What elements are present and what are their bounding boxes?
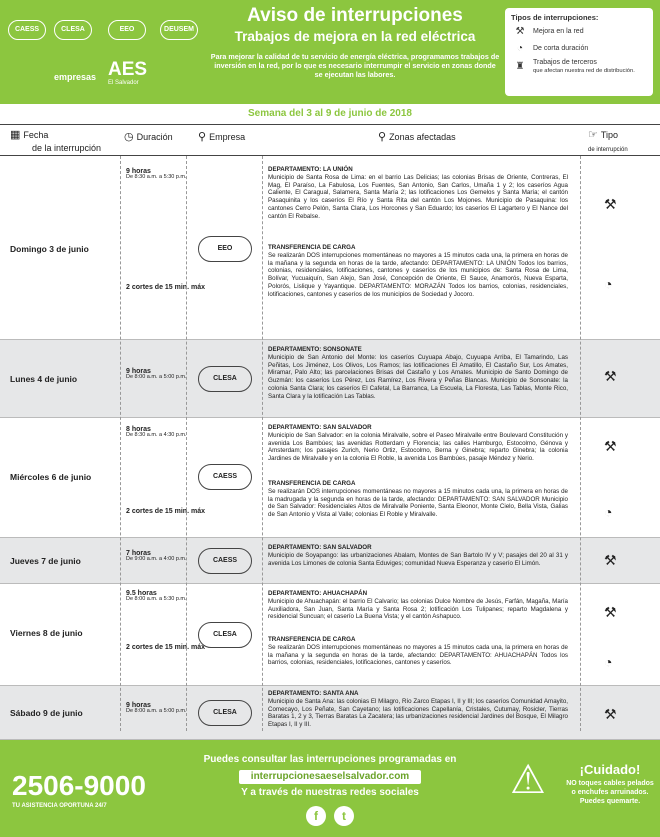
consult-box: Puedes consultar las interrupciones programadas en interrupcionesaeselsalvador.com Y a través de nuestras redes sociales f t xyxy=(200,754,460,826)
caution-box: ¡Cuidado! NO toques cables pelados o enchufes arruinados. Puedes quemarte. xyxy=(566,762,654,805)
deusem-logo: DEUSEM xyxy=(160,20,198,40)
calendar-icon: ▦ xyxy=(10,129,21,141)
empresas-label: empresas xyxy=(54,72,97,82)
footer xyxy=(0,740,660,837)
legend: Tipos de interrupciones: ⚒ Mejora en la red ◔ De corta duración ♜ Trabajos de terceros que afectan nuestra red de distribución. xyxy=(505,8,653,96)
company-logo: CLESA xyxy=(198,700,252,726)
tools-icon: ⚒ xyxy=(515,26,525,38)
page-title: Aviso de interrupciones xyxy=(247,5,463,26)
social-links xyxy=(200,806,460,826)
page-subtitle: Trabajos de mejora en la red eléctrica xyxy=(234,28,476,44)
description: Para mejorar la calidad de tu servicio de energía eléctrica, programamos trabajos de inversión en la red, por lo que es necesario interrumpir el servicio en zonas donde se ejecutan las labores. xyxy=(210,51,500,80)
phone-number: 2506-9000 TU ASISTENCIA OPORTUNA 24/7 xyxy=(12,770,146,809)
company-logo: CLESA xyxy=(198,622,252,648)
aes-logo: AES El Salvador xyxy=(108,59,148,86)
clock-icon: ◷ xyxy=(124,131,134,143)
table-row: Domingo 3 de junio 9 horas De 8:30 a.m. a 5:30 p.m. 2 cortes de 15 min. máx EEO DEPARTAMENTO: LA UNIÓN Municipio de Santa Rosa de Lima: en el barrio Las Delicias; las colonias Brisas de Oriente, Contreras, El Mag, El Paraíso, La Fabulosa, Los Fuentes, San Antonio, San Carlos, Umaña 1 y 2; los caseríos Agua Caliente, El Caragual, Salamera, Santa María 2; las lotificaciones Los Gemelos y Santa María; el cantón Pasaquinita y los caseríos El Río y Santa Rita del cantón Los Mojones. Municipio de Pasaquina: los cantones Cerro Pelón, Santa Clara, Los Horcones y San Eduardo; los caseríos El Lagartero y El Nance del cantón El Rebalse. TRANSFERENCIA DE CARGA Se realizarán DOS interrupciones momentáneas no mayores a 15 minutos cada una, la primera en horas de la mañana y la segunda en horas de la tarde, afectando: DEPARTAMENTO: LA UNIÓN Todos los barrios, colonias, residenciales, lotificaciones, cantones y caseríos de los municipios de: Santa Rosa de Lima, Bolívar, Yucuaiquín, San Alejo, San José, Concepción de Oriente, El Sauce, Anamorós, Nueva Esparta, Polorós, Lislique y Yayantique. DEPARTAMENTO: MORAZÁN Todos los barrios, colonias, residenciales, lotificaciones, cantones y caseríos de los municipios de Sociedad y Jocoro. ⚒ ◔ xyxy=(0,156,660,340)
divider xyxy=(120,156,121,731)
facebook-icon[interactable]: f xyxy=(306,806,326,826)
bulb-icon: ⚲ xyxy=(198,131,207,143)
table-row: Viernes 8 de junio 9.5 horas De 8:00 a.m. a 5:30 p.m. 2 cortes de 15 min. máx CLESA DEPARTAMENTO: AHUACHAPÁN Municipio de Ahuachapán: el barrio El Calvario; las colonias Dulce Nombre de Jesús, Farfán, Magaña, María Auxiliadora, San Juan, Santa María y Santa Rosa 2; lotificación Los Tulipanes; reparto Magdalena y residencial Suncuan; el caserío La Buena Vista; y el cantón Ashapuco. TRANSFERENCIA DE CARGA Se realizarán DOS interrupciones momentáneas no mayores a 15 minutos cada una, la primera en horas de la mañana y la segunda en horas de la tarde, afectando: DEPARTAMENTO: AHUACHAPÁN Todos los barrios, colonias, residenciales, lotificaciones, cantones y caseríos. ⚒ ◔ xyxy=(0,584,660,686)
col-duracion: ◷ Duración xyxy=(124,131,173,143)
column-header xyxy=(0,124,660,156)
warning-icon: ⚠ xyxy=(510,758,546,802)
table-row: Sábado 9 de junio 9 horas De 8:00 a.m. a 5:00 p.m. CLESA DEPARTAMENTO: SANTA ANA Municipio de Santa Ana: las colonias El Milagro, Río Zarco Etapas I, II y III; los caseríos Comunidad Amayito, Comecayo, Los Peñate, San Cayetano; las lotificaciones Capellanía, Cristales, Cutumay, Rosicler, Tierras Baratas 1, 2 y 3, Tierras Baratas La Zacatera; las urbanizaciones residencial Jardines del Bosque, El Milagro Etapas I, II y III. ⚒ xyxy=(0,686,660,740)
tower-icon: ♜ xyxy=(515,61,525,73)
twitter-icon[interactable]: t xyxy=(334,806,354,826)
clock-icon: ◔ xyxy=(604,504,613,520)
pin-icon: ⚲ xyxy=(378,131,387,143)
clock-icon: ◔ xyxy=(516,42,524,54)
eeo-logo: EEO xyxy=(108,20,146,40)
website-link[interactable]: interrupcionesaeselsalvador.com xyxy=(239,770,421,785)
legend-item: ◔ De corta duración xyxy=(511,43,647,56)
caess-logo: CAESS xyxy=(8,20,46,40)
legend-item: ⚒ Mejora en la red xyxy=(511,26,647,39)
company-logos xyxy=(8,20,208,60)
table-row: Jueves 7 de junio 7 horas De 9:00 a.m. a 4:00 p.m. CAESS DEPARTAMENTO: SAN SALVADOR Municipio de Soyapango: las urbanizaciones Abalam, Montes de San Bartolo IV y V; pasajes del 20 al 31 y avenida Los Limones de colonia Santa Eduviges; comunidad Nueva Esperanza y caserío El Limón. ⚒ xyxy=(0,538,660,584)
table-row: Lunes 4 de junio 9 horas De 8:00 a.m. a 5:00 p.m. CLESA DEPARTAMENTO: SONSONATE Municipio de San Antonio del Monte: los caseríos Cuyuapa Abajo, Cuyuapa Arriba, El Tamarindo, Las Peñitas, Los Jiménez, Los Olivos, Los Ramos; las lotificaciones El Amatillo, El Castaño Sur, Los Amates, Miramar, Palo Alto; las parcelaciones Brisas del Castaño y Los Amates. Municipio de Santo Domingo de Guzmán: los caseríos Los Pérez, Los Ramírez, Los Rivera y Peñas Blancas. Municipio de Sonsonate: la colonia Santa Clara; los caseríos El Cafetal, La Barranca, La Escuela, La Floresta, Las Tablas, Monte Rico, Santa Clara y la lotificación Las Tablas. ⚒ xyxy=(0,340,660,418)
col-tipo: ☞ Tipo de interrupción xyxy=(588,129,628,153)
tools-icon: ⚒ xyxy=(604,196,617,212)
tools-icon: ⚒ xyxy=(604,438,617,454)
company-logo: CAESS xyxy=(198,548,252,574)
tools-icon: ⚒ xyxy=(604,552,617,568)
tools-icon: ⚒ xyxy=(604,368,617,384)
week-label: Semana del 3 al 9 de junio de 2018 xyxy=(248,108,412,119)
col-fecha: ▦ Fecha de la interrupción xyxy=(10,129,102,153)
clock-icon: ◔ xyxy=(604,276,613,292)
title-box xyxy=(210,6,500,80)
divider xyxy=(580,156,581,731)
tools-icon: ⚒ xyxy=(604,706,617,722)
legend-item: ♜ Trabajos de terceros que afectan nuestra red de distribución. xyxy=(511,59,647,75)
divider xyxy=(186,156,187,731)
clesa-logo: CLESA xyxy=(54,20,92,40)
col-empresa: ⚲ Empresa xyxy=(198,131,246,143)
table-row: Miércoles 6 de junio 8 horas De 8:30 a.m. a 4:30 p.m. 2 cortes de 15 min. máx CAESS DEPARTAMENTO: SAN SALVADOR Municipio de San Salvador: en la colonia Miralvalle, sobre el Paseo Miralvalle entre Boulevard Constitución y avenida Los Bambúes; las avenidas Rotterdam y Florencia; las calles Hamburgo, Estocolmo, Génova y Amsterdam; los pasajes Zurich, Nerio Ortiz, Estocolmo, Berna y Ginebra; reparto Ginebra; la colonia Jardines de Miralvalle y en la colonia El Roble, la avenida Los Bambúes, pasaje Méndez y Nerio. TRANSFERENCIA DE CARGA Se realizarán DOS interrupciones momentáneas no mayores a 15 minutos cada una, la primera en horas de la madrugada y la segunda en horas de la tarde, afectando: DEPARTAMENTO: SAN SALVADOR Municipio de San Salvador: Residenciales Altos de Miralvalle Poniente, Santa Eleonor, Monte Cielo, Bella Vista, Galias de San Antonio y Vista al Valle; colonias El Roble y Miralvalle. ⚒ ◔ xyxy=(0,418,660,538)
divider xyxy=(262,156,263,731)
col-zonas: ⚲ Zonas afectadas xyxy=(378,131,456,143)
company-logo: EEO xyxy=(198,236,252,262)
company-logo: CAESS xyxy=(198,464,252,490)
header xyxy=(0,0,660,104)
tools-icon: ⚒ xyxy=(604,604,617,620)
hand-icon: ☞ xyxy=(588,129,598,141)
company-logo: CLESA xyxy=(198,366,252,392)
clock-icon: ◔ xyxy=(604,654,613,670)
